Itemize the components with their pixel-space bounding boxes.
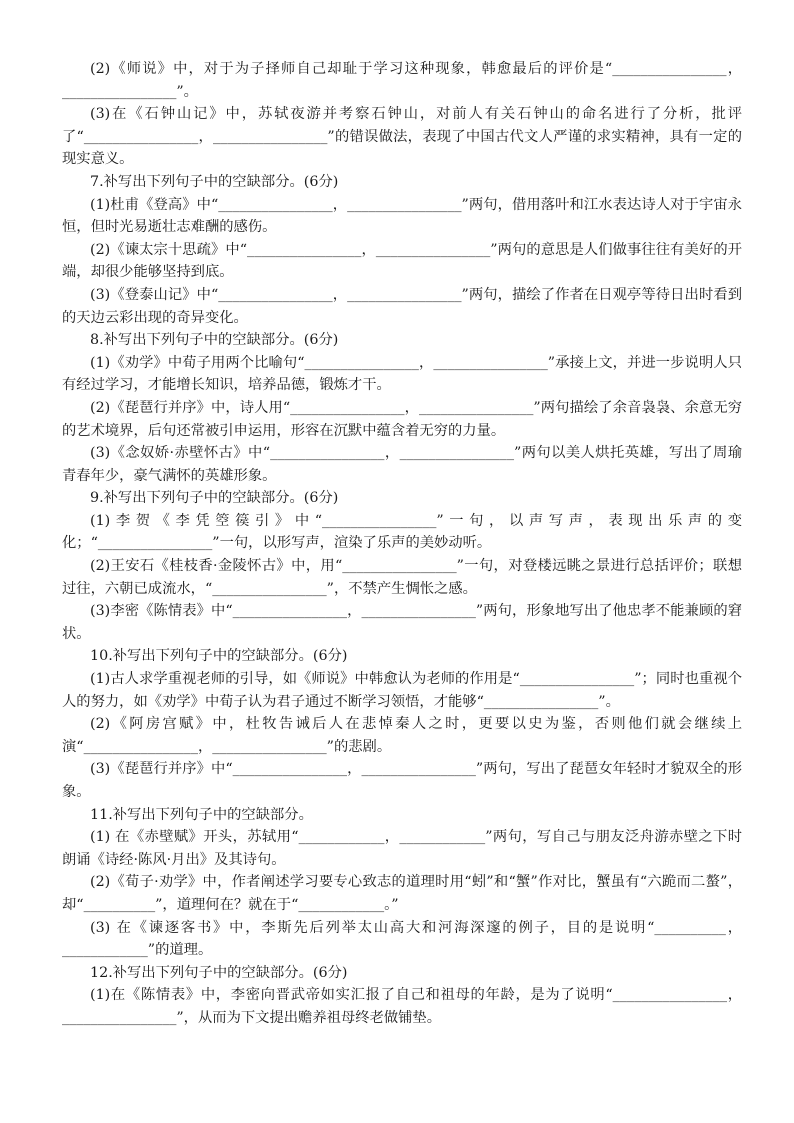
- paragraph-11-3: (3) 在《谏逐客书》中，李斯先后列举太山高大和河海深邃的例子，目的是说明“__________，____________”的道理。: [62, 919, 742, 959]
- paragraph-8-1: (1)《劝学》中荀子用两个比喻句“________________，________________”承接上文，并进一步说明人只有经过学习，才能增长知识，培养品德，锻炼才干。: [62, 354, 742, 394]
- paragraph-9-2: (2)王安石《桂枝香·金陵怀古》中，用“________________”一句，对登楼远眺之景进行总括评价；联想过往，六朝已成流水，“________________”，不禁产生惆怅之感。: [62, 558, 742, 597]
- paragraph-11-1: (1) 在《赤壁赋》开头，苏轼用“____________，____________”两句，写自己与朋友泛舟游赤壁之下时朗诵《诗经·陈风·月出》及其诗句。: [62, 829, 742, 868]
- paragraph-8-3: (3)《念奴娇·赤壁怀古》中“________________，________________”两句以美人烘托英雄，写出了周瑜青春年少，豪气满怀的英雄形象。: [62, 445, 742, 484]
- question-7-heading: 7.补写出下列句子中的空缺部分。(6分): [90, 173, 339, 190]
- paragraph-7-3: (3)《登泰山记》中“________________，________________”两句，描绘了作者在日观亭等待日出时看到的天边云彩出现的奇异变化。: [62, 286, 742, 326]
- question-11-heading: 11.补写出下列句子中的空缺部分。: [90, 806, 313, 823]
- question-8-heading: 8.补写出下列句子中的空缺部分。(6分): [90, 332, 339, 349]
- document-page: [62, 58, 742, 1030]
- paragraph-11-2: (2)《荀子·劝学》中，作者阐述学习要专心致志的道理时用“蚓”和“蟹”作对比，蟹虽有“六跪而二螯”，却“__________”，道理何在？就在于“____________。”: [62, 874, 742, 913]
- paragraph-10-2: (2)《阿房宫赋》中，杜牧告诫后人在悲悼秦人之时，更要以史为鉴，否则他们就会继续上演“________________，________________”的悲剧。: [62, 716, 742, 755]
- paragraph-7-1: (1)杜甫《登高》中“________________，________________”两句，借用落叶和江水表达诗人对于宇宙永恒，但时光易逝壮志难酬的感伤。: [62, 196, 742, 236]
- question-12-heading: 12.补写出下列句子中的空缺部分。(6分): [90, 964, 348, 981]
- paragraph-12-1: (1)在《陈情表》中，李密向晋武帝如实汇报了自己和祖母的年龄，是为了说明“________________，________________”，从而为下文提出赡养祖母终老做铺垫。: [62, 987, 742, 1026]
- paragraph-9-1: (1)李贺《李凭箜篌引》中“________________”一句，以声写声，表现出乐声的变化；“________________”一句，以形写声，渲染了乐声的美妙动听。: [62, 512, 742, 552]
- paragraph-8-2: (2)《琵琶行并序》中，诗人用“________________，________________”两句描绘了余音袅袅、余意无穷的艺术境界，后句还常被引申运用，形容在沉默中蕴含着无穷的力量。: [62, 399, 742, 439]
- paragraph-7-2: (2)《谏太宗十思疏》中“________________，________________”两句的意思是人们做事往往有美好的开端，却很少能够坚持到底。: [62, 241, 742, 281]
- paragraph-6-2: (2)《师说》中，对于为子择师自己却耻于学习这种现象，韩愈最后的评价是“________________，________________”。: [62, 61, 742, 100]
- question-10-heading: 10.补写出下列句子中的空缺部分。(6分): [90, 648, 348, 665]
- paragraph-6-3: (3)在《石钟山记》中，苏轼夜游并考察石钟山，对前人有关石钟山的命名进行了分析，批评了“________________，________________”的错误做法，表现了中国古代文人严谨的求实精神，具有一定的现实意义。: [62, 106, 742, 168]
- question-9-heading: 9.补写出下列句子中的空缺部分。(6分): [90, 490, 339, 507]
- paragraph-10-3: (3)《琵琶行并序》中“________________，________________”两句，写出了琵琶女年轻时才貌双全的形象。: [62, 761, 742, 800]
- paragraph-9-3: (3)李密《陈情表》中“________________，________________”两句，形象地写出了他忠孝不能兼顾的窘状。: [62, 603, 742, 642]
- paragraph-10-1: (1)古人求学重视老师的引导，如《师说》中韩愈认为老师的作用是“________________”；同时也重视个人的努力，如《劝学》中荀子认为君子通过不断学习领悟，才能够“________________”。: [62, 671, 742, 710]
